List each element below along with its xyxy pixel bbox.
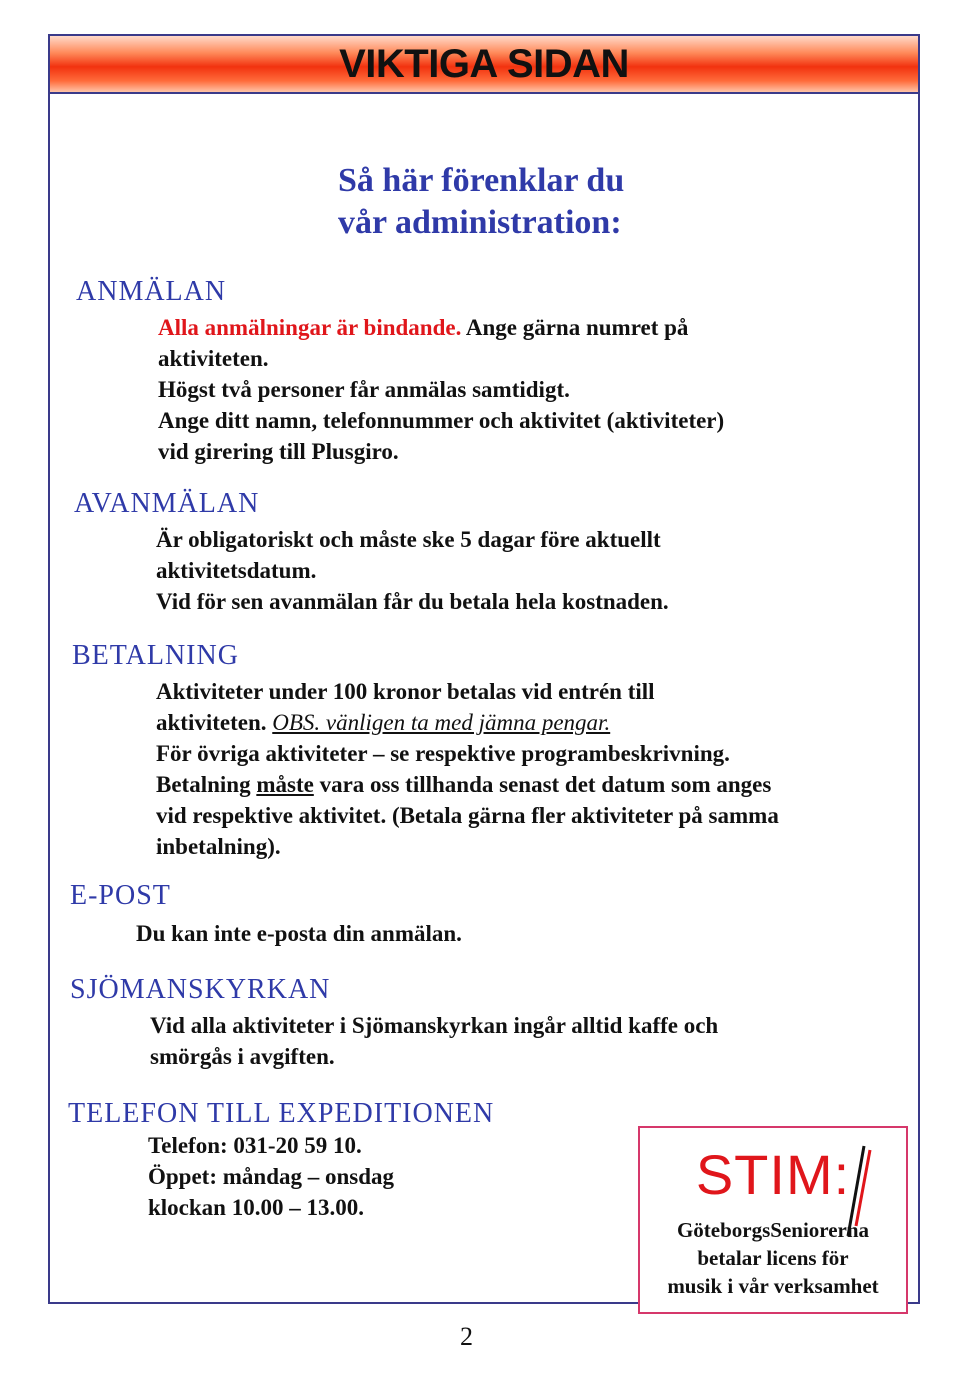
page-number: 2 [460,1322,473,1351]
betalning-heading: BETALNING [72,640,239,671]
betalning-line-3: För övriga aktiviteter – se respektive programbeskrivning. [156,741,730,766]
obs-note: OBS. vänligen ta med jämna pengar. [272,710,611,735]
epost-line-1: Du kan inte e-posta din anmälan. [136,921,462,946]
betalning-line-6: inbetalning). [156,834,281,859]
anmalan-body [158,312,724,467]
anmalan-heading: ANMÄLAN [76,276,227,307]
telefon-number: Telefon: 031-20 59 10. [148,1133,362,1158]
telefon-body [148,1130,394,1223]
telefon-open-days: Öppet: måndag – onsdag [148,1164,395,1189]
stim-license-box [638,1126,908,1314]
anmalan-line-4: Ange ditt namn, telefonnummer och aktivitet (aktiviteter) [158,408,725,433]
stim-line-2: betalar licens för [697,1246,849,1270]
banner-title: VIKTIGA SIDAN [339,42,629,86]
avanmalan-heading: AVANMÄLAN [74,488,260,519]
sjomanskyrkan-body [150,1010,718,1072]
sjomanskyrkan-line-1: Vid alla aktiviteter i Sjömanskyrkan ingår alltid kaffe och [150,1013,719,1038]
betalning-body [156,676,779,862]
avanmalan-body [156,524,669,617]
intro-line-2: vår administration: [338,204,622,241]
betalning-line-4: Betalning måste vara oss tillhanda senast det datum som anges [156,772,772,797]
stim-text [640,1216,906,1300]
telefon-heading: TELEFON TILL EXPEDITIONEN [68,1098,495,1129]
avanmalan-line-3: Vid för sen avanmälan får du betala hela kostnaden. [156,589,669,614]
betalning-line-5: vid respektive aktivitet. (Betala gärna fler aktiviteter på samma [156,803,779,828]
avanmalan-line-2: aktivitetsdatum. [156,558,317,583]
sjomanskyrkan-line-2: smörgås i avgiften. [150,1044,335,1069]
anmalan-line-1: Alla anmälningar är bindande. Ange gärna numret på [158,315,689,340]
epost-body [136,918,462,949]
anmalan-line-5: vid girering till Plusgiro. [158,439,399,464]
anmalan-binding-notice: Alla anmälningar är bindande. [158,315,462,340]
intro-title [338,160,624,244]
telefon-open-hours: klockan 10.00 – 13.00. [148,1195,364,1220]
stim-line-3: musik i vår verksamhet [667,1274,879,1298]
avanmalan-line-1: Är obligatoriskt och måste ske 5 dagar före aktuellt [156,527,661,552]
anmalan-line-3: Högst två personer får anmälas samtidigt. [158,377,570,402]
maste-emphasis: måste [256,772,314,797]
betalning-line-2: aktiviteten. OBS. vänligen ta med jämna pengar. [156,710,611,735]
header-banner [48,34,920,94]
stim-logo: STIM: [695,1143,851,1206]
betalning-line-1: Aktiviteter under 100 kronor betalas vid entrén till [156,679,655,704]
anmalan-line-2: aktiviteten. [158,346,269,371]
epost-heading: E-POST [70,880,171,911]
stim-line-1: GöteborgsSeniorerna [676,1218,870,1242]
intro-line-1: Så här förenklar du [338,162,625,199]
sjomanskyrkan-heading: SJÖMANSKYRKAN [70,974,331,1005]
